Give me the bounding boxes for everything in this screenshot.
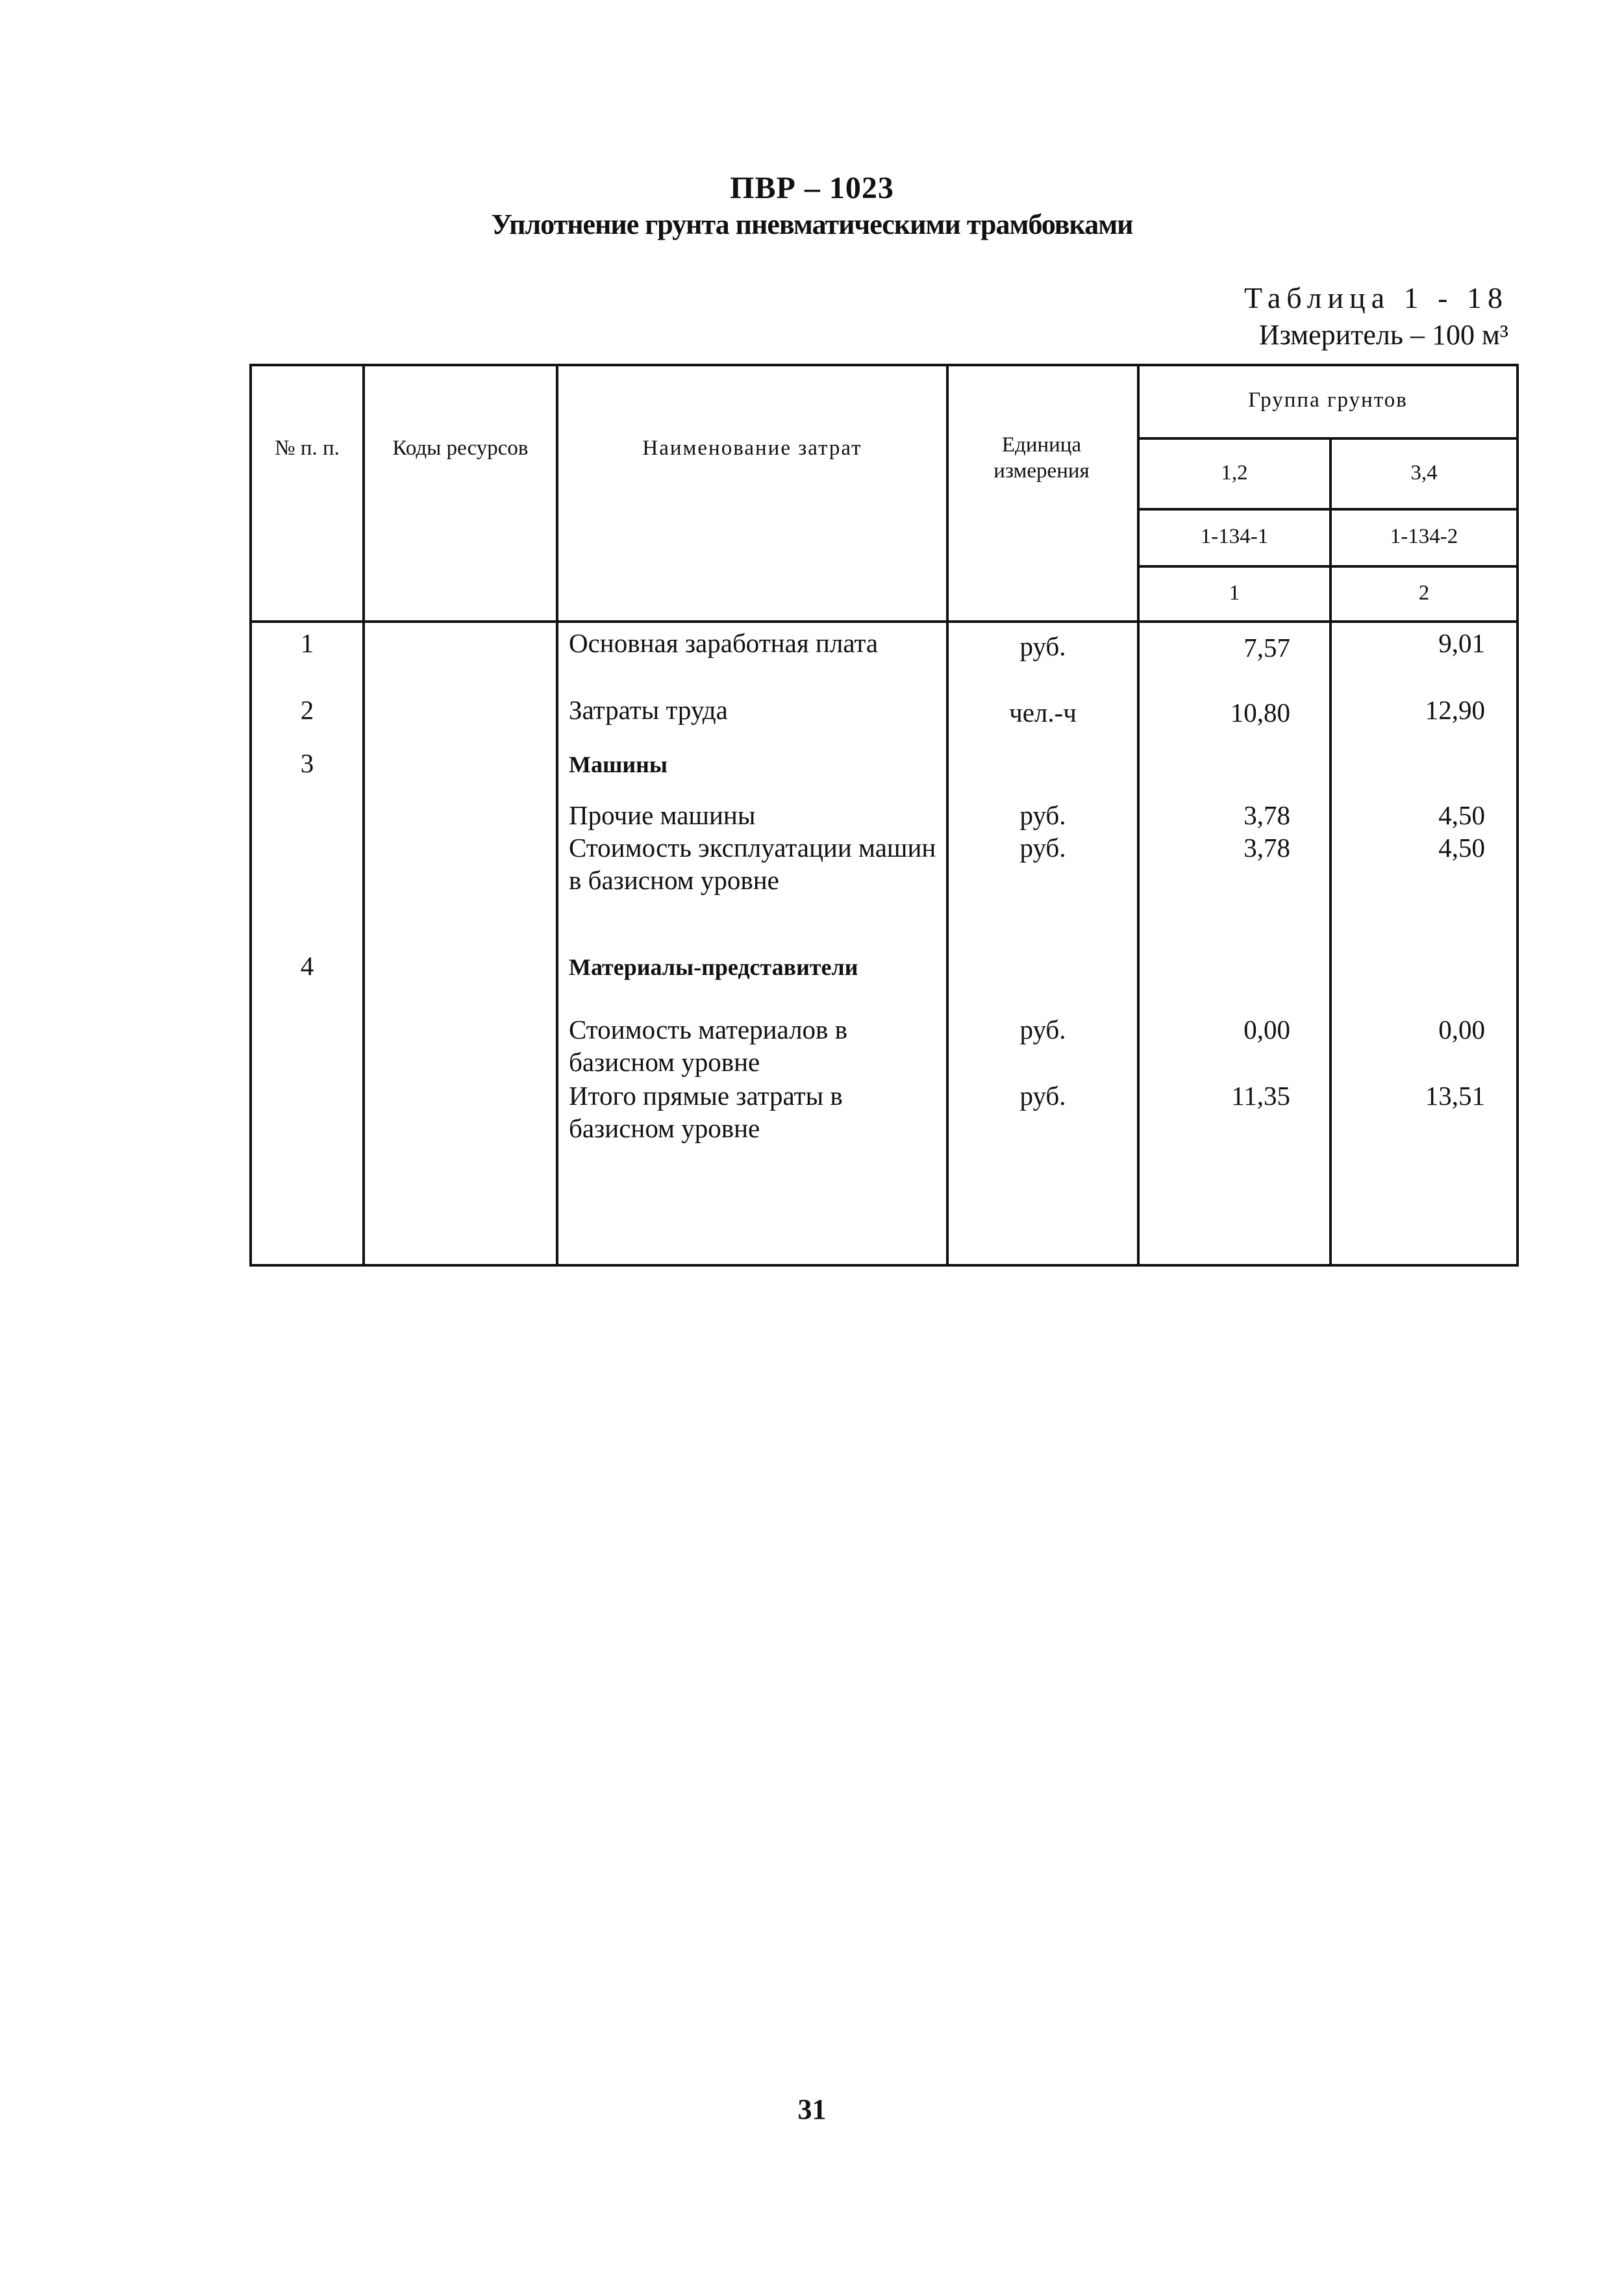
table-border-bottom — [249, 1264, 1519, 1267]
section-heading: Материалы-представители — [569, 954, 858, 980]
row-divider — [1137, 508, 1519, 511]
row-value-b: 4,50 — [1438, 833, 1485, 863]
row-divider — [1137, 437, 1519, 440]
row-unit: руб. — [1019, 1015, 1066, 1044]
row-value-b: 12,90 — [1425, 695, 1485, 725]
row-unit: руб. — [1019, 800, 1066, 830]
row-value-b: 0,00 — [1438, 1015, 1485, 1044]
row-number: 1 — [300, 628, 314, 658]
row-unit: руб. — [1019, 833, 1066, 863]
row-number: 3 — [300, 748, 314, 778]
row-unit: чел.-ч — [1009, 698, 1077, 727]
header-divider — [249, 620, 1519, 623]
row-name: Итого прямые затраты в базисном уровне — [569, 1081, 843, 1143]
row-number: 4 — [300, 951, 314, 981]
col-header-code-a: 1-134-1 — [1200, 525, 1269, 548]
row-value-a: 3,78 — [1243, 833, 1290, 863]
row-unit: руб. — [1019, 631, 1066, 661]
row-number: 2 — [300, 695, 314, 725]
column-divider — [362, 364, 365, 1267]
row-value-a: 7,57 — [1243, 633, 1290, 663]
row-value-a: 0,00 — [1243, 1015, 1290, 1044]
row-unit: руб. — [1019, 1081, 1066, 1111]
row-divider — [1137, 565, 1519, 568]
row-name: Стоимость эксплуатации машин в базисном уровне — [569, 833, 936, 895]
col-header-code-b: 1-134-2 — [1390, 525, 1458, 548]
col-header-codes: Коды ресурсов — [392, 436, 529, 460]
row-value-b: 9,01 — [1438, 628, 1485, 658]
section-heading: Машины — [569, 752, 668, 777]
col-header-unit: Единица измерения — [993, 433, 1090, 483]
col-header-index-b: 2 — [1418, 581, 1430, 605]
col-header-group-b: 3,4 — [1410, 461, 1438, 485]
row-name: Прочие машины — [569, 800, 756, 830]
document-code: ПВР – 1023 — [730, 171, 894, 205]
row-value-b: 13,51 — [1425, 1081, 1485, 1111]
row-value-a: 10,80 — [1230, 698, 1290, 727]
col-header-num: № п. п. — [275, 436, 340, 460]
col-header-name: Наименование затрат — [642, 436, 862, 460]
row-name: Затраты труда — [569, 695, 728, 725]
col-header-group: Группа грунтов — [1248, 388, 1408, 412]
row-name: Основная заработная плата — [569, 628, 879, 658]
table-border-right — [1516, 364, 1519, 1267]
col-header-index-a: 1 — [1229, 581, 1240, 605]
table-border-top — [249, 364, 1519, 366]
row-value-a: 3,78 — [1243, 800, 1290, 830]
table-border-left — [249, 364, 252, 1267]
col-header-group-a: 1,2 — [1221, 461, 1248, 485]
document-title: Уплотнение грунта пневматическими трамбовками — [491, 208, 1133, 240]
row-value-b: 4,50 — [1438, 800, 1485, 830]
cost-table — [249, 364, 1519, 1267]
column-divider — [556, 364, 558, 1267]
measure-unit: Измеритель – 100 м³ — [1258, 319, 1508, 351]
page-number: 31 — [797, 2093, 827, 2125]
row-value-a: 11,35 — [1231, 1081, 1290, 1111]
table-number: Таблица 1 - 18 — [1243, 281, 1508, 314]
row-name: Стоимость материалов в базисном уровне — [569, 1015, 847, 1077]
